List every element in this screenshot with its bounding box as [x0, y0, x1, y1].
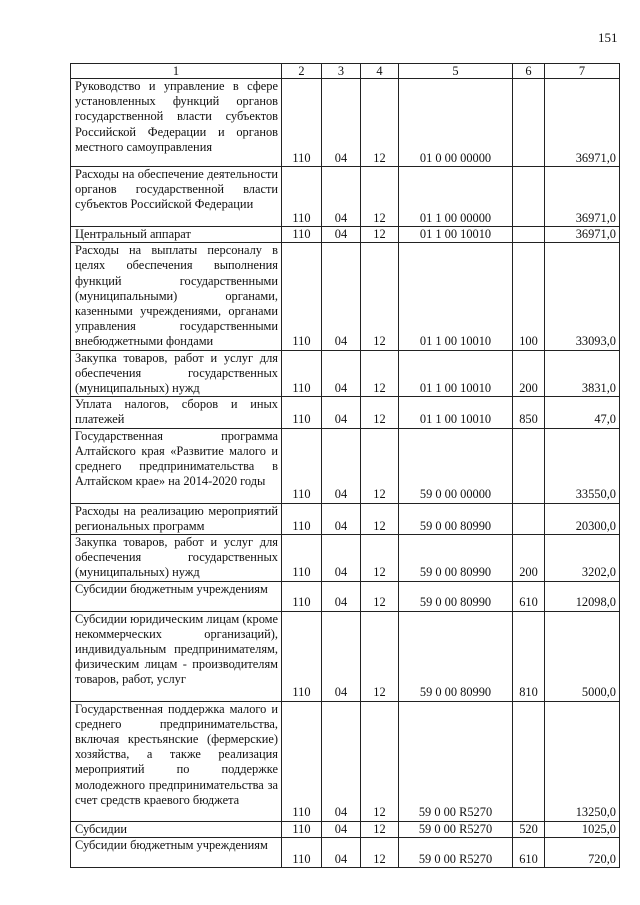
- cell-section: 04: [322, 821, 361, 837]
- cell-subsection: 12: [361, 535, 399, 582]
- cell-target-article: 01 1 00 00000: [399, 167, 513, 227]
- cell-expense-type: 810: [513, 611, 545, 701]
- cell-amount: 33550,0: [545, 428, 620, 503]
- cell-expense-type: [513, 79, 545, 167]
- cell-target-article: 01 0 00 00000: [399, 79, 513, 167]
- cell-subsection: 12: [361, 79, 399, 167]
- cell-amount: 47,0: [545, 397, 620, 428]
- cell-section: 04: [322, 227, 361, 243]
- header-cell: 4: [361, 64, 399, 79]
- cell-target-article: 59 0 00 80990: [399, 581, 513, 611]
- cell-amount: 1025,0: [545, 821, 620, 837]
- row-name: Субсидии бюджетным учреждениям: [71, 837, 282, 867]
- cell-section: 04: [322, 503, 361, 534]
- table-row: [71, 167, 620, 227]
- page-number: 151: [598, 30, 618, 45]
- table-row: [71, 535, 620, 582]
- cell-admin-code: 110: [282, 227, 322, 243]
- cell-subsection: 12: [361, 821, 399, 837]
- cell-target-article: 01 1 00 10010: [399, 243, 513, 350]
- cell-admin-code: 110: [282, 397, 322, 428]
- cell-amount: 3831,0: [545, 350, 620, 397]
- budget-table: [70, 63, 620, 868]
- cell-expense-type: 850: [513, 397, 545, 428]
- cell-section: 04: [322, 701, 361, 821]
- cell-amount: 12098,0: [545, 581, 620, 611]
- cell-target-article: 01 1 00 10010: [399, 227, 513, 243]
- row-name: Руководство и управление в сфере установленных функций органов государственной власти субъектов Российской Федерации и органов местного самоуправления: [71, 79, 282, 167]
- cell-amount: 13250,0: [545, 701, 620, 821]
- cell-amount: 36971,0: [545, 227, 620, 243]
- cell-target-article: 59 0 00 80990: [399, 535, 513, 582]
- table-row: [71, 611, 620, 701]
- cell-target-article: 59 0 00 R5270: [399, 701, 513, 821]
- row-name: Закупка товаров, работ и услуг для обеспечения государственных (муниципальных) нужд: [71, 350, 282, 397]
- cell-subsection: 12: [361, 227, 399, 243]
- header-cell: 1: [71, 64, 282, 79]
- cell-amount: 3202,0: [545, 535, 620, 582]
- cell-amount: 5000,0: [545, 611, 620, 701]
- cell-admin-code: 110: [282, 535, 322, 582]
- cell-expense-type: 520: [513, 821, 545, 837]
- cell-subsection: 12: [361, 243, 399, 350]
- cell-expense-type: [513, 503, 545, 534]
- table-row: [71, 397, 620, 428]
- cell-expense-type: 200: [513, 535, 545, 582]
- cell-target-article: 01 1 00 10010: [399, 350, 513, 397]
- row-name: Центральный аппарат: [71, 227, 282, 243]
- table-row: [71, 243, 620, 350]
- table-row: [71, 581, 620, 611]
- row-name: Субсидии: [71, 821, 282, 837]
- cell-expense-type: 200: [513, 350, 545, 397]
- cell-subsection: 12: [361, 167, 399, 227]
- table-row: [71, 79, 620, 167]
- row-name: Государственная поддержка малого и среднего предпринимательства, включая крестьянские (фермерские) хозяйства, а также реализация мероприятий по поддержке молодежного предпринимательства за счет средств краевого бюджета: [71, 701, 282, 821]
- cell-subsection: 12: [361, 397, 399, 428]
- cell-expense-type: [513, 167, 545, 227]
- cell-section: 04: [322, 397, 361, 428]
- cell-target-article: 01 1 00 10010: [399, 397, 513, 428]
- cell-section: 04: [322, 167, 361, 227]
- cell-admin-code: 110: [282, 79, 322, 167]
- cell-target-article: 59 0 00 80990: [399, 503, 513, 534]
- cell-amount: 36971,0: [545, 167, 620, 227]
- header-cell: 3: [322, 64, 361, 79]
- cell-expense-type: [513, 701, 545, 821]
- cell-section: 04: [322, 350, 361, 397]
- table-row: [71, 837, 620, 867]
- cell-target-article: 59 0 00 R5270: [399, 821, 513, 837]
- row-name: Уплата налогов, сборов и иных платежей: [71, 397, 282, 428]
- cell-subsection: 12: [361, 503, 399, 534]
- cell-amount: 20300,0: [545, 503, 620, 534]
- cell-amount: 33093,0: [545, 243, 620, 350]
- cell-expense-type: [513, 428, 545, 503]
- table-row: [71, 428, 620, 503]
- header-cell: 6: [513, 64, 545, 79]
- cell-subsection: 12: [361, 581, 399, 611]
- header-cell: 5: [399, 64, 513, 79]
- cell-expense-type: 100: [513, 243, 545, 350]
- table-row: [71, 227, 620, 243]
- cell-admin-code: 110: [282, 821, 322, 837]
- cell-expense-type: 610: [513, 581, 545, 611]
- cell-subsection: 12: [361, 611, 399, 701]
- cell-admin-code: 110: [282, 611, 322, 701]
- cell-admin-code: 110: [282, 350, 322, 397]
- cell-amount: 720,0: [545, 837, 620, 867]
- table-row: [71, 701, 620, 821]
- cell-subsection: 12: [361, 350, 399, 397]
- table-header-row: [71, 64, 620, 79]
- row-name: Расходы на обеспечение деятельности органов государственной власти субъектов Российской Федерации: [71, 167, 282, 227]
- cell-section: 04: [322, 581, 361, 611]
- cell-subsection: 12: [361, 837, 399, 867]
- row-name: Расходы на выплаты персоналу в целях обеспечения выполнения функций государственными (муниципальными) органами, казенными учреждениями, органами управления государственными внебюджетными фондами: [71, 243, 282, 350]
- cell-target-article: 59 0 00 R5270: [399, 837, 513, 867]
- cell-section: 04: [322, 837, 361, 867]
- row-name: Расходы на реализацию мероприятий региональных программ: [71, 503, 282, 534]
- row-name: Субсидии юридическим лицам (кроме некоммерческих организаций), индивидуальным предпринимателям, физическим лицам - производителям товаров, работ, услуг: [71, 611, 282, 701]
- cell-section: 04: [322, 428, 361, 503]
- cell-section: 04: [322, 535, 361, 582]
- header-cell: 2: [282, 64, 322, 79]
- table-row: [71, 503, 620, 534]
- cell-admin-code: 110: [282, 837, 322, 867]
- cell-admin-code: 110: [282, 503, 322, 534]
- row-name: Субсидии бюджетным учреждениям: [71, 581, 282, 611]
- table-row: [71, 350, 620, 397]
- cell-expense-type: 610: [513, 837, 545, 867]
- cell-admin-code: 110: [282, 428, 322, 503]
- cell-subsection: 12: [361, 701, 399, 821]
- cell-admin-code: 110: [282, 701, 322, 821]
- cell-expense-type: [513, 227, 545, 243]
- cell-target-article: 59 0 00 00000: [399, 428, 513, 503]
- cell-admin-code: 110: [282, 167, 322, 227]
- cell-section: 04: [322, 79, 361, 167]
- cell-subsection: 12: [361, 428, 399, 503]
- header-cell: 7: [545, 64, 620, 79]
- row-name: Государственная программа Алтайского края «Развитие малого и среднего предпринимательства в Алтайском крае» на 2014-2020 годы: [71, 428, 282, 503]
- cell-section: 04: [322, 243, 361, 350]
- cell-admin-code: 110: [282, 243, 322, 350]
- cell-section: 04: [322, 611, 361, 701]
- table-row: [71, 821, 620, 837]
- cell-amount: 36971,0: [545, 79, 620, 167]
- cell-admin-code: 110: [282, 581, 322, 611]
- cell-target-article: 59 0 00 80990: [399, 611, 513, 701]
- row-name: Закупка товаров, работ и услуг для обеспечения государственных (муниципальных) нужд: [71, 535, 282, 582]
